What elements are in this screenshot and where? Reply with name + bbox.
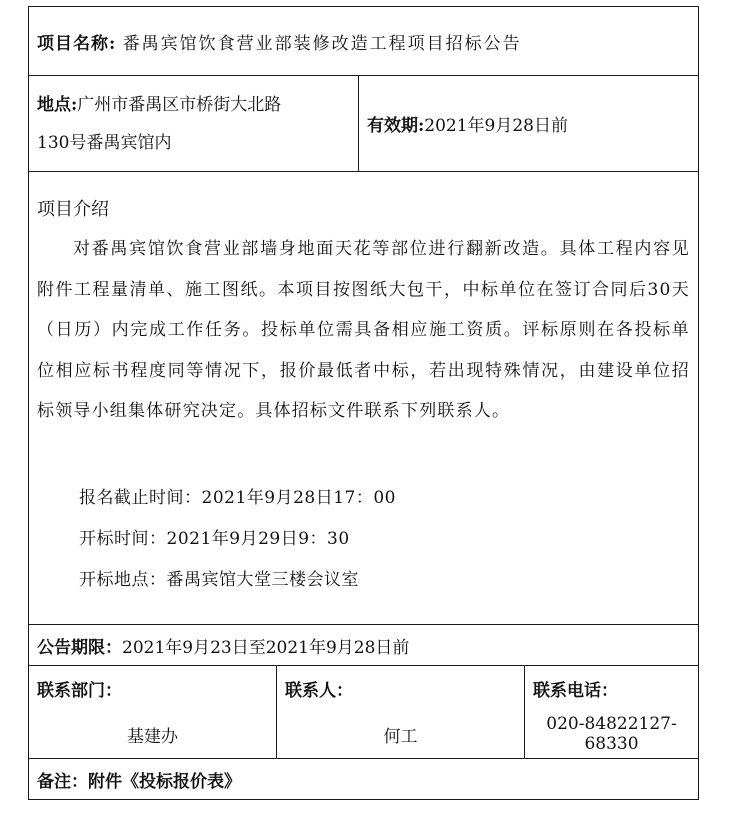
validity-label: 有效期 — [367, 116, 418, 136]
contact-phone-label: 联系电话： — [525, 666, 699, 711]
project-row — [29, 7, 699, 76]
intro-body: 对番禺宾馆饮食营业部墙身地面天花等部位进行翻新改造。具体工程内容见附件工程量清单、施工图纸。本项目按图纸大包干，中标单位在签订合同后30天（日历）内完成工作任务。投标单位需具备相应施工资质。评标原则在各投标单位相应标书程度同等情况下，报价最低者中标，若出现特殊情况，由建设单位招标领导小组集体研究决定。具体招标文件联系下列联系人。 — [37, 239, 690, 422]
period-colon: ： — [105, 637, 122, 658]
contact-header-row — [29, 666, 699, 711]
project-label: 项目名称 — [37, 33, 109, 54]
location-line2: 130号番禺宾馆内 — [37, 132, 172, 153]
contact-dept-value: 基建办 — [29, 710, 277, 759]
validity-value: 2021年9月28日前 — [424, 116, 568, 136]
location-line1: 广州市番禺区市桥街大北路 — [77, 94, 282, 115]
note-cell: 备注：附件《投标报价表》 — [29, 759, 699, 800]
project-name: 番禺宾馆饮食营业部装修改造工程项目招标公告 — [122, 33, 522, 54]
project-title-cell — [29, 7, 699, 76]
location-colon: : — [71, 94, 78, 115]
contact-phone-value: 020-84822127-68330 — [525, 710, 699, 759]
validity-colon: : — [418, 116, 425, 136]
validity-cell — [359, 76, 699, 172]
note-row — [29, 759, 699, 800]
contact-person-value: 何工 — [277, 710, 525, 759]
schedule-block — [37, 478, 690, 601]
contact-value-row — [29, 710, 699, 759]
intro-cell — [29, 172, 699, 625]
contact-dept-label: 联系部门： — [29, 666, 277, 711]
intro-row — [29, 172, 699, 625]
registration-deadline: 报名截止时间：2021年9月28日17：00 — [79, 487, 396, 508]
opening-place: 开标地点：番禺宾馆大堂三楼会议室 — [79, 569, 359, 590]
location-row — [29, 76, 699, 172]
tender-notice-table — [28, 6, 699, 800]
intro-title: 项目介绍 — [37, 199, 109, 221]
opening-time: 开标时间：2021年9月29日9：30 — [79, 528, 350, 549]
period-value: 2021年9月23日至2021年9月28日前 — [122, 637, 410, 658]
location-label: 地点 — [37, 94, 71, 115]
period-row — [29, 625, 699, 666]
period-cell — [29, 625, 699, 666]
project-colon: : — [109, 33, 117, 54]
location-cell — [29, 76, 359, 172]
contact-person-label: 联系人： — [277, 666, 525, 711]
period-label: 公告期限 — [37, 637, 105, 658]
